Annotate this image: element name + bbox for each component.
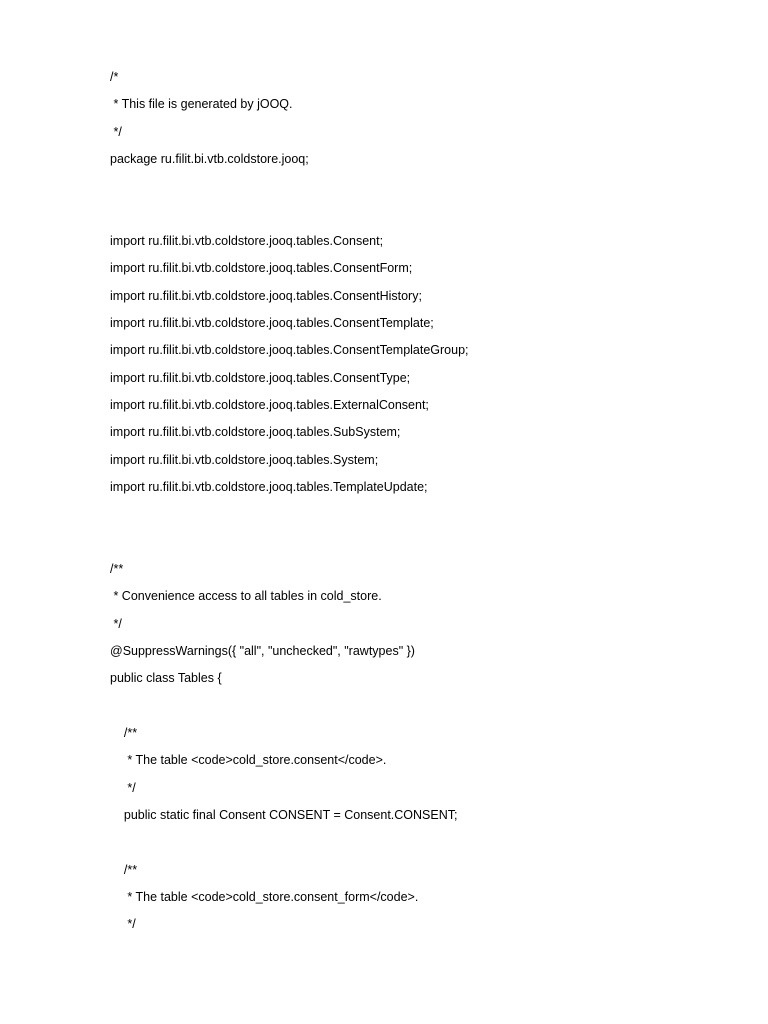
annotation-suppress-warnings: @SuppressWarnings({ "all", "unchecked", "rawtypes" })	[110, 643, 415, 658]
blank-line	[110, 203, 469, 230]
blank-line	[110, 831, 469, 858]
javadoc-open: /**	[110, 725, 138, 740]
import-statement: import ru.filit.bi.vtb.coldstore.jooq.tables.SubSystem;	[110, 425, 401, 440]
javadoc-close: */	[110, 616, 122, 631]
javadoc-open: /**	[110, 862, 138, 877]
field-declaration: public static final Consent CONSENT = Consent.CONSENT;	[110, 807, 458, 822]
blank-line	[110, 503, 469, 530]
javadoc-close: */	[110, 780, 136, 795]
comment-close: */	[110, 124, 122, 139]
blank-line	[110, 695, 469, 722]
comment-open: /*	[110, 70, 119, 84]
import-statement: import ru.filit.bi.vtb.coldstore.jooq.tables.ConsentTemplate;	[110, 315, 434, 330]
import-statement: import ru.filit.bi.vtb.coldstore.jooq.tables.ConsentTemplateGroup;	[110, 343, 469, 358]
import-statement: import ru.filit.bi.vtb.coldstore.jooq.tables.ConsentForm;	[110, 261, 413, 276]
blank-line	[110, 531, 469, 558]
comment-generated-note: * This file is generated by jOOQ.	[110, 97, 293, 112]
import-statement: import ru.filit.bi.vtb.coldstore.jooq.tables.ExternalConsent;	[110, 397, 429, 412]
javadoc-close: */	[110, 917, 136, 932]
class-declaration: public class Tables {	[110, 671, 222, 686]
import-statement: import ru.filit.bi.vtb.coldstore.jooq.tables.ConsentHistory;	[110, 288, 422, 303]
javadoc-open: /**	[110, 561, 124, 576]
import-statement: import ru.filit.bi.vtb.coldstore.jooq.tables.Consent;	[110, 233, 384, 248]
javadoc-field-description: * The table <code>cold_store.consent</code>.	[110, 753, 387, 768]
import-statement: import ru.filit.bi.vtb.coldstore.jooq.tables.TemplateUpdate;	[110, 479, 428, 494]
javadoc-field-description: * The table <code>cold_store.consent_form</code>.	[110, 889, 419, 904]
code-block	[110, 66, 469, 941]
import-statement: import ru.filit.bi.vtb.coldstore.jooq.tables.System;	[110, 452, 379, 467]
javadoc-class-description: * Convenience access to all tables in cold_store.	[110, 589, 382, 604]
blank-line	[110, 175, 469, 202]
import-statement: import ru.filit.bi.vtb.coldstore.jooq.tables.ConsentType;	[110, 370, 411, 385]
package-declaration: package ru.filit.bi.vtb.coldstore.jooq;	[110, 151, 309, 166]
